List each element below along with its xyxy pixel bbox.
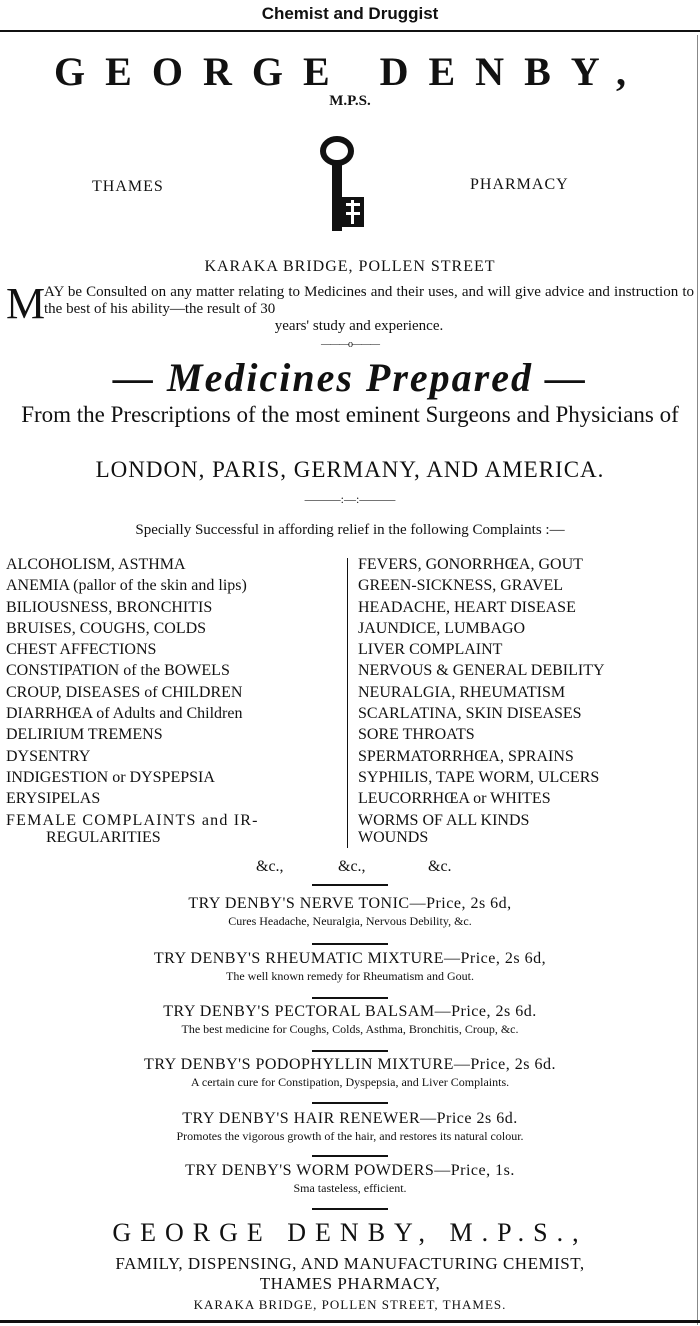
complaint-item: SCARLATINA, SKIN DISEASES [358,705,582,723]
etc-mark: &c., [256,858,284,875]
complaints-right-column [358,554,698,845]
complaint-item: DYSENTRY [6,747,91,765]
complaint-item: JAUNDICE, LUMBAGO [358,619,526,637]
intro-text: AY be Consulted on any matter relating to Medicines and their uses, and will give advice and instruction to the best of his ability—the result of 30 [44,284,694,317]
complaint-item: CROUP, DISEASES of CHILDREN [6,683,243,701]
headline: — Medicines Prepared — [113,355,587,400]
separator-rule [312,1102,388,1104]
remedy-podophyllin-mixture [0,1056,700,1090]
intro-paragraph [6,279,694,335]
key-icon [315,133,375,233]
complaint-item: SPERMATORRHŒA, SPRAINS [358,747,574,765]
complaint-item: ANEMIA (pallor of the skin and lips) [6,577,247,595]
remedy-rheumatic-mixture [0,950,700,984]
complaint-item: LEUCORRHŒA or WHITES [358,790,551,808]
subhead-cities: LONDON, PARIS, GERMANY, AND AMERICA. [95,457,605,482]
complaint-item: NERVOUS & GENERAL DEBILITY [358,662,605,680]
remedy-worm-powders [0,1162,700,1196]
remedy-description: Sma tasteless, efficient. [293,1181,407,1195]
masthead-name: GEORGE DENBY, [54,49,646,94]
remedy-title: TRY DENBY'S NERVE TONIC—Price, 2s 6d, [188,895,512,912]
remedy-title: TRY DENBY'S PECTORAL BALSAM—Price, 2s 6d. [163,1003,537,1020]
complaint-item: WORMS OF ALL KINDS [358,811,530,829]
remedy-title: TRY DENBY'S WORM POWDERS—Price, 1s. [185,1162,515,1179]
complaint-item: ERYSIPELAS [6,790,101,808]
complaint-item: HEADACHE, HEART DISEASE [358,598,576,616]
remedy-description: The well known remedy for Rheumatism and Gout. [226,969,474,983]
remedy-description: Promotes the vigorous growth of the hair, and restores its natural colour. [176,1129,524,1143]
intro-dropcap: M [6,279,46,328]
complaint-item: FEVERS, GONORRHŒA, GOUT [358,556,583,573]
separator-rule [312,1155,388,1157]
footer-name: GEORGE DENBY, M.P.S., [112,1218,588,1247]
remedy-description: The best medicine for Coughs, Colds, Asthma, Bronchitis, Croup, &c. [181,1022,519,1036]
subhead-text: From the Prescriptions of the most eminent Surgeons and Physicians of [21,402,679,427]
complaint-item: LIVER COMPLAINT [358,641,503,659]
remedy-hair-renewer [0,1110,700,1144]
remedy-title: TRY DENBY'S HAIR RENEWER—Price 2s 6d. [182,1110,518,1127]
etc-mark: &c. [428,858,452,875]
remedy-description: Cures Headache, Neuralgia, Nervous Debility, &c. [228,914,472,928]
complaint-item: CHEST AFFECTIONS [6,641,157,659]
column-separator [347,558,348,848]
masthead-credential: M.P.S. [329,93,371,109]
separator-rule [312,1050,388,1052]
header-title: Chemist and Druggist [261,4,439,23]
intro-text-block [6,279,694,335]
complaint-item: NEURALGIA, RHEUMATISM [358,683,566,701]
separator-rule [312,997,388,999]
separator-rule [312,943,388,945]
complaint-item: INDIGESTION or DYSPEPSIA [6,768,215,786]
bottom-rule [0,1320,700,1323]
remedy-nerve-tonic [0,895,700,929]
intro-last-line: years' study and experience. [274,318,444,334]
masthead-address: KARAKA BRIDGE, POLLEN STREET [204,258,496,275]
remedy-title: TRY DENBY'S RHEUMATIC MIXTURE—Price, 2s 6d, [153,950,547,967]
footer-line-3: THAMES PHARMACY, [259,1274,441,1293]
header-rule [0,30,700,32]
masthead-right-label: PHARMACY [470,176,569,193]
complaint-item: CONSTIPATION of the BOWELS [6,662,230,680]
divider-ornament-2: ———:—:——— [304,492,396,506]
complaint-item: BILIOUSNESS, BRONCHITIS [6,598,213,616]
divider-ornament: ———o——— [321,339,379,350]
complaint-item: GREEN-SICKNESS, GRAVEL [358,577,564,595]
complaint-item: BRUISES, COUGHS, COLDS [6,619,207,637]
separator-rule [312,1208,388,1210]
remedy-description: A certain cure for Constipation, Dyspepsia, and Liver Complaints. [190,1075,510,1089]
complaints-intro: Specially Successful in affording relief in the following Complaints :— [135,522,565,538]
separator-rule [312,884,388,886]
complaint-item: DIARRHŒA of Adults and Children [6,705,243,723]
complaint-item: SYPHILIS, TAPE WORM, ULCERS [358,768,600,786]
remedy-pectoral-balsam [0,1003,700,1037]
complaint-item: ALCOHOLISM, ASTHMA [6,556,186,573]
masthead-left-label: THAMES [92,178,164,195]
etc-mark: &c., [338,858,366,875]
complaint-item: FEMALE COMPLAINTS and IR- [6,811,259,829]
remedy-title: TRY DENBY'S PODOPHYLLIN MIXTURE—Price, 2s 6d. [144,1056,556,1073]
complaint-item: DELIRIUM TREMENS [6,726,163,744]
complaints-left-column [6,554,342,845]
complaint-item: WOUNDS [358,828,429,846]
complaint-item-continued: REGULARITIES [46,828,161,846]
footer-line-4: KARAKA BRIDGE, POLLEN STREET, THAMES. [193,1297,507,1312]
footer-line-2: FAMILY, DISPENSING, AND MANUFACTURING CHEMIST, [115,1254,585,1273]
complaint-item: SORE THROATS [358,726,475,744]
